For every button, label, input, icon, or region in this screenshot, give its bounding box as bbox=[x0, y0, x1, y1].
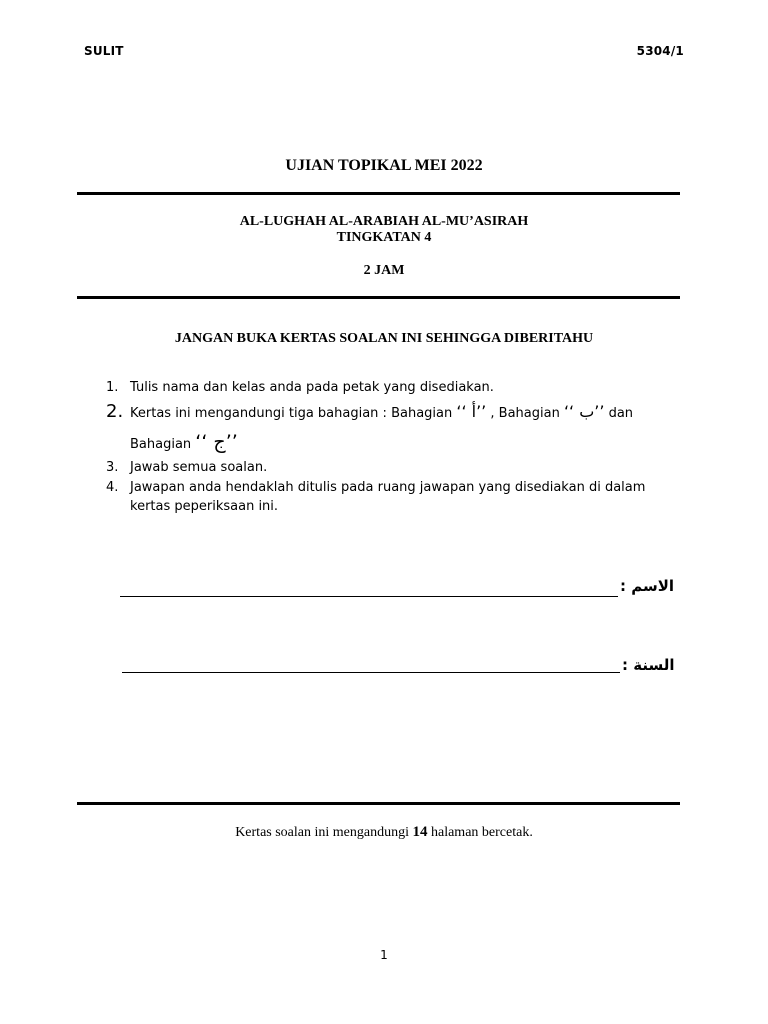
header-left-sulit: SULIT bbox=[84, 44, 124, 58]
exam-duration: 2 JAM bbox=[363, 263, 405, 278]
instruction-text: Tulis nama dan kelas anda pada petak yang disediakan. bbox=[130, 380, 494, 395]
instruction-number: 2. bbox=[106, 401, 124, 422]
year-input-line[interactable] bbox=[122, 672, 620, 673]
year-label: : السنة bbox=[622, 656, 675, 674]
instruction-2-cont bbox=[130, 433, 676, 454]
section-b-label: ‘‘ ب’’ bbox=[563, 402, 605, 421]
instruction-text: Kertas ini mengandungi tiga bahagian : Bahagian bbox=[130, 406, 457, 421]
instruction-4-cont bbox=[130, 497, 676, 516]
instruction-text: kertas peperiksaan ini. bbox=[130, 499, 279, 514]
page-count-number: 14 bbox=[412, 824, 428, 840]
instruction-3 bbox=[106, 458, 676, 477]
subject-name: AL-LUGHAH AL-ARABIAH AL-MU’ASIRAH bbox=[239, 214, 529, 229]
instruction-text: Bahagian bbox=[130, 437, 196, 452]
form-level: TINGKATAN 4 bbox=[336, 230, 432, 245]
section-a-label: ‘‘ أ’’ bbox=[456, 402, 487, 421]
warning-text: JANGAN BUKA KERTAS SOALAN INI SEHINGGA DIBERITAHU bbox=[174, 331, 594, 346]
header-right-code: 5304/1 bbox=[636, 44, 684, 58]
section-c-label: ‘‘ ج’’ bbox=[195, 431, 238, 453]
name-label: : الاسم bbox=[620, 577, 675, 595]
exam-title: UJIAN TOPIKAL MEI 2022 bbox=[285, 157, 483, 174]
page-count-note bbox=[0, 824, 768, 841]
instruction-number: 4. bbox=[106, 480, 119, 495]
instruction-2 bbox=[106, 402, 676, 423]
instruction-number: 1. bbox=[106, 380, 119, 395]
instruction-text: dan bbox=[604, 406, 634, 421]
page-number: 1 bbox=[380, 948, 388, 962]
title-rule bbox=[77, 192, 680, 195]
instruction-number: 3. bbox=[106, 460, 119, 475]
instruction-text: Jawab semua soalan. bbox=[130, 460, 268, 475]
name-input-line[interactable] bbox=[120, 596, 618, 597]
footer-rule bbox=[77, 802, 680, 805]
instruction-4 bbox=[106, 478, 686, 497]
instruction-text: , Bahagian bbox=[486, 406, 564, 421]
page-count-post: halaman bercetak. bbox=[427, 825, 533, 840]
page-count-pre: Kertas soalan ini mengandungi bbox=[235, 825, 413, 840]
subject-rule bbox=[77, 296, 680, 299]
instruction-text: Jawapan anda hendaklah ditulis pada ruang jawapan yang disediakan di dalam bbox=[130, 480, 646, 495]
instruction-1 bbox=[106, 378, 676, 397]
